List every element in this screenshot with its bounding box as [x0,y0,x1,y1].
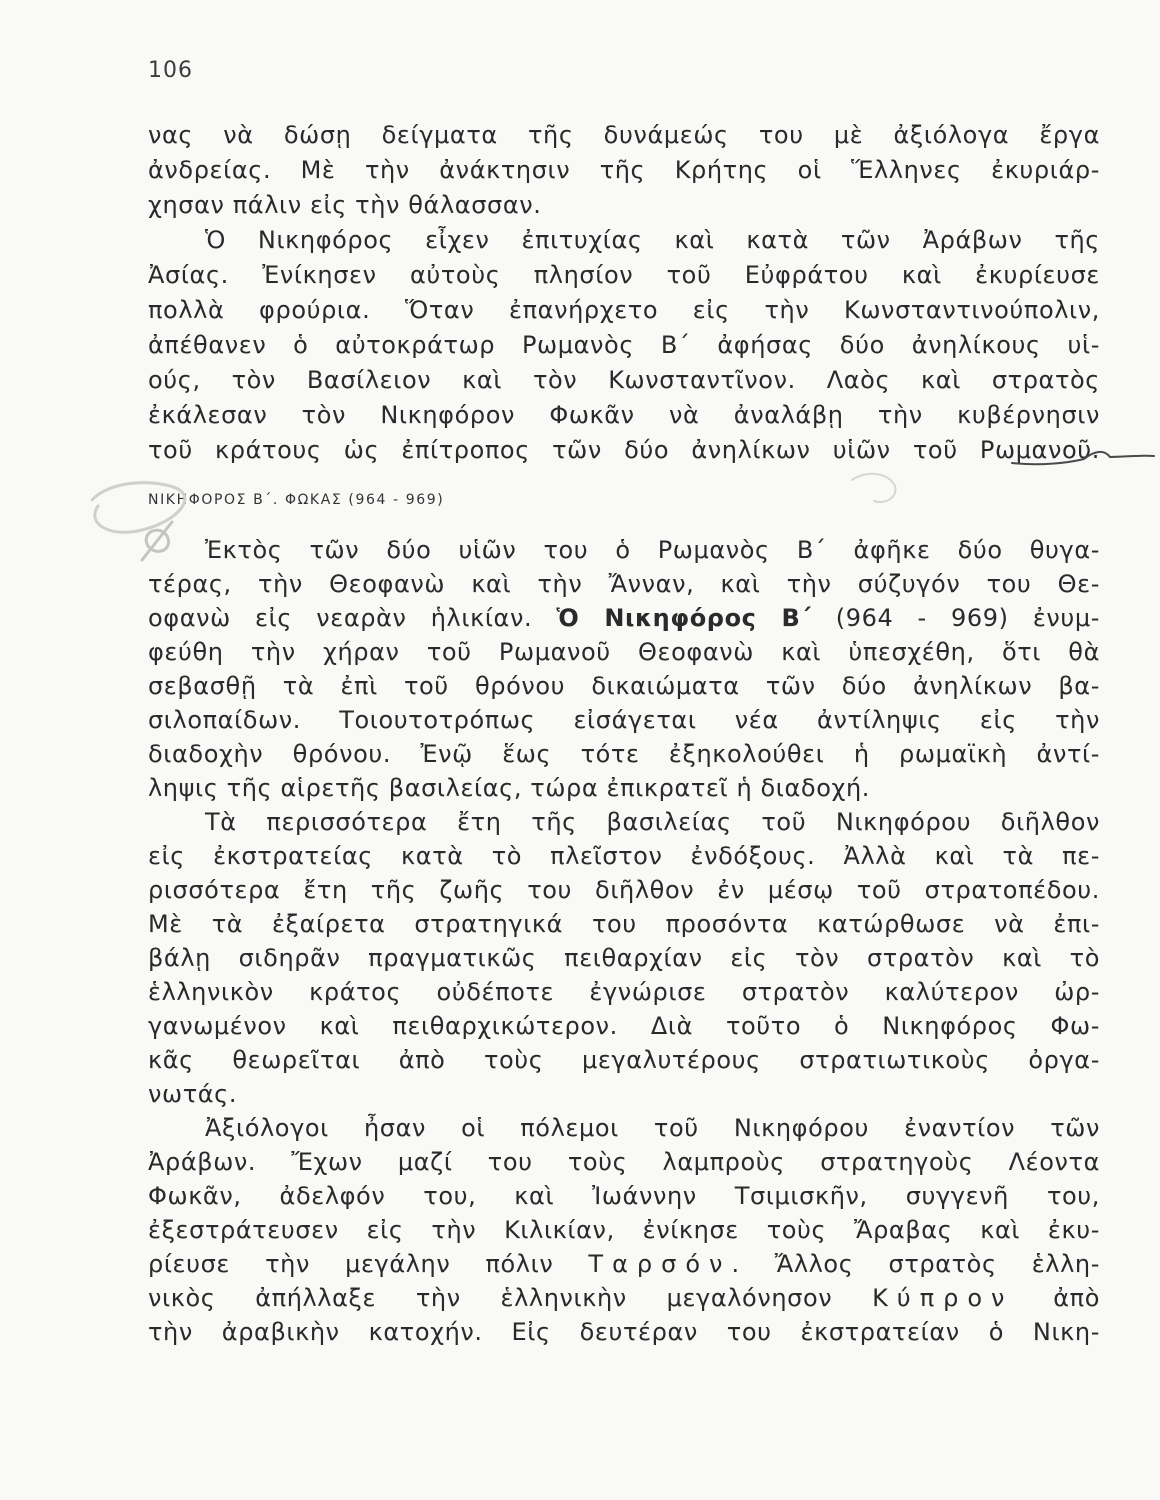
text-line: ἐξεστράτευσεν εἰς τὴν Κιλικίαν, ἐνίκησε τοὺς Ἄραβας καὶ ἐκυ- [148,1216,1100,1244]
text-line: ἑλληνικὸν κράτος οὐδέποτε ἐγνώρισε στρατὸν καλύτερον ὠρ- [148,978,1100,1006]
text-line: ληψις τῆς αἱρετῆς βασιλείας, τώρα ἐπικρατεῖ ἡ διαδοχή. [148,774,870,802]
text-line: Ἀράβων. Ἔχων μαζί του τοὺς λαμπροὺς στρατηγοὺς Λέοντα [148,1148,1100,1176]
text-section [148,533,1100,1349]
text-line: γανωμένον καὶ πειθαρχικώτερον. Διὰ τοῦτο ὁ Νικηφόρος Φω- [148,1012,1100,1040]
spaced-word: Κύπρον [872,1284,1014,1312]
paragraph [148,533,1100,805]
text-line [148,1247,1100,1281]
text-line: Μὲ τὰ ἐξαίρετα στρατηγικά του προσόντα κατώρθωσε νὰ ἐπι- [148,910,1100,938]
text-line: Ἐκτὸς τῶν δύο υἱῶν του ὁ Ρωμανὸς Β΄ ἀφῆκε δύο θυγα- [205,536,1100,564]
text-line: Τὰ περισσότερα ἔτη τῆς βασιλείας τοῦ Νικηφόρου διῆλθον [205,808,1100,836]
text-segment: ἀπὸ [1013,1284,1101,1312]
text-line: νας νὰ δώσῃ δείγματα τῆς δυνάμεώς του μὲ ἀξιόλογα ἔργα [148,121,1100,149]
text-line: εἰς ἐκστρατείας κατὰ τὸ πλεῖστον ἐνδόξους. Ἀλλὰ καὶ τὰ πε- [148,842,1100,870]
text-line: ἀνδρείας. Μὲ τὴν ἀνάκτησιν τῆς Κρήτης οἱ Ἕλληνες ἐκυριάρ- [148,156,1100,184]
paragraph [148,223,1100,468]
text-line: ούς, τὸν Βασίλειον καὶ τὸν Κωνσταντῖνον. Λαὸς καὶ στρατὸς [148,366,1100,394]
text-line: τοῦ κράτους ὡς ἐπίτροπος τῶν δύο ἀνηλίκων υἱῶν τοῦ Ρωμανοῦ. [148,436,1100,464]
text-line: διαδοχὴν θρόνου. Ἐνῷ ἕως τότε ἐξηκολούθει ἡ ρωμαϊκὴ ἀντί- [148,740,1100,768]
text-segment: νικὸς ἀπήλλαξε τὴν ἑλληνικὴν μεγαλόνησον [148,1284,873,1312]
text-line: κᾶς θεωρεῖται ἀπὸ τοὺς μεγαλυτέρους στρατιωτικοὺς ὀργα- [148,1046,1100,1074]
text-line: πολλὰ φρούρια. Ὅταν ἐπανήρχετο εἰς τὴν Κωνσταντινούπολιν, [148,296,1100,324]
text-line: τὴν ἀραβικὴν κατοχήν. Εἰς δευτέραν του ἐκστρατείαν ὁ Νικη- [148,1318,1100,1346]
text-line: νωτάς. [148,1080,238,1108]
section-heading: ΝΙΚΗΦΟΡΟΣ Β΄. ΦΩΚΑΣ (964 - 969) [148,492,445,508]
text-line: ἐκάλεσαν τὸν Νικηφόρον Φωκᾶν νὰ ἀναλάβῃ τὴν κυβέρνησιν [148,401,1100,429]
text-line: Φωκᾶν, ἀδελφόν του, καὶ Ἰωάννην Τσιμισκῆν, συγγενῆ του, [148,1182,1100,1210]
text-line: σεβασθῇ τὰ ἐπὶ τοῦ θρόνου δικαιώματα τῶν δύο ἀνηλίκων βα- [148,672,1100,700]
text-line: ρισσότερα ἔτη τῆς ζωῆς του διῆλθον ἐν μέσῳ τοῦ στρατοπέδου. [148,876,1100,904]
text-segment: (964 - 969) ἐνυμ- [811,604,1101,632]
page-number: 106 [148,58,193,83]
text-line: ἀπέθανεν ὁ αὐτοκράτωρ Ρωμανὸς Β΄ ἀφήσας δύο ἀνηλίκους υἱ- [148,331,1100,359]
bold-name: Ὁ Νικηφόρος Β΄ [556,604,812,632]
text-line: Ὁ Νικηφόρος εἶχεν ἐπιτυχίας καὶ κατὰ τῶν Ἀράβων τῆς [205,226,1100,254]
paragraph [148,118,1100,223]
text-line: Ἀξιόλογοι ἦσαν οἱ πόλεμοι τοῦ Νικηφόρου ἐναντίον τῶν [205,1114,1100,1142]
text-line [148,601,1100,635]
text-line: σιλοπαίδων. Τοιουτοτρόπως εἰσάγεται νέα ἀντίληψις εἰς τὴν [148,706,1100,734]
pencil-scribble [852,474,895,502]
text-section [148,118,1100,468]
text-line: φεύθη τὴν χήραν τοῦ Ρωμανοῦ Θεοφανὼ καὶ ὑπεσχέθη, ὅτι θὰ [148,638,1100,666]
text-line [148,1281,1100,1315]
text-line: Ἀσίας. Ἐνίκησεν αὐτοὺς πλησίον τοῦ Εὐφράτου καὶ ἐκυρίευσε [148,261,1100,289]
text-segment: ρίευσε τὴν μεγάλην πόλιν [148,1250,589,1278]
paragraph [148,805,1100,1111]
text-line: τέρας, τὴν Θεοφανὼ καὶ τὴν Ἄνναν, καὶ τὴν σύζυγόν του Θε- [148,570,1100,598]
text-segment: οφανὼ εἰς νεαρὰν ἡλικίαν. [148,604,557,632]
text-line: βάλῃ σιδηρᾶν πραγματικῶς πειθαρχίαν εἰς τὸν στρατὸν καὶ τὸ [148,944,1100,972]
text-line: χησαν πάλιν εἰς τὴν θάλασσαν. [148,191,542,219]
paragraph [148,1111,1100,1349]
text-segment: . Ἄλλος στρατὸς ἑλλη- [731,1250,1100,1278]
spaced-word: Ταρσόν [588,1250,732,1278]
